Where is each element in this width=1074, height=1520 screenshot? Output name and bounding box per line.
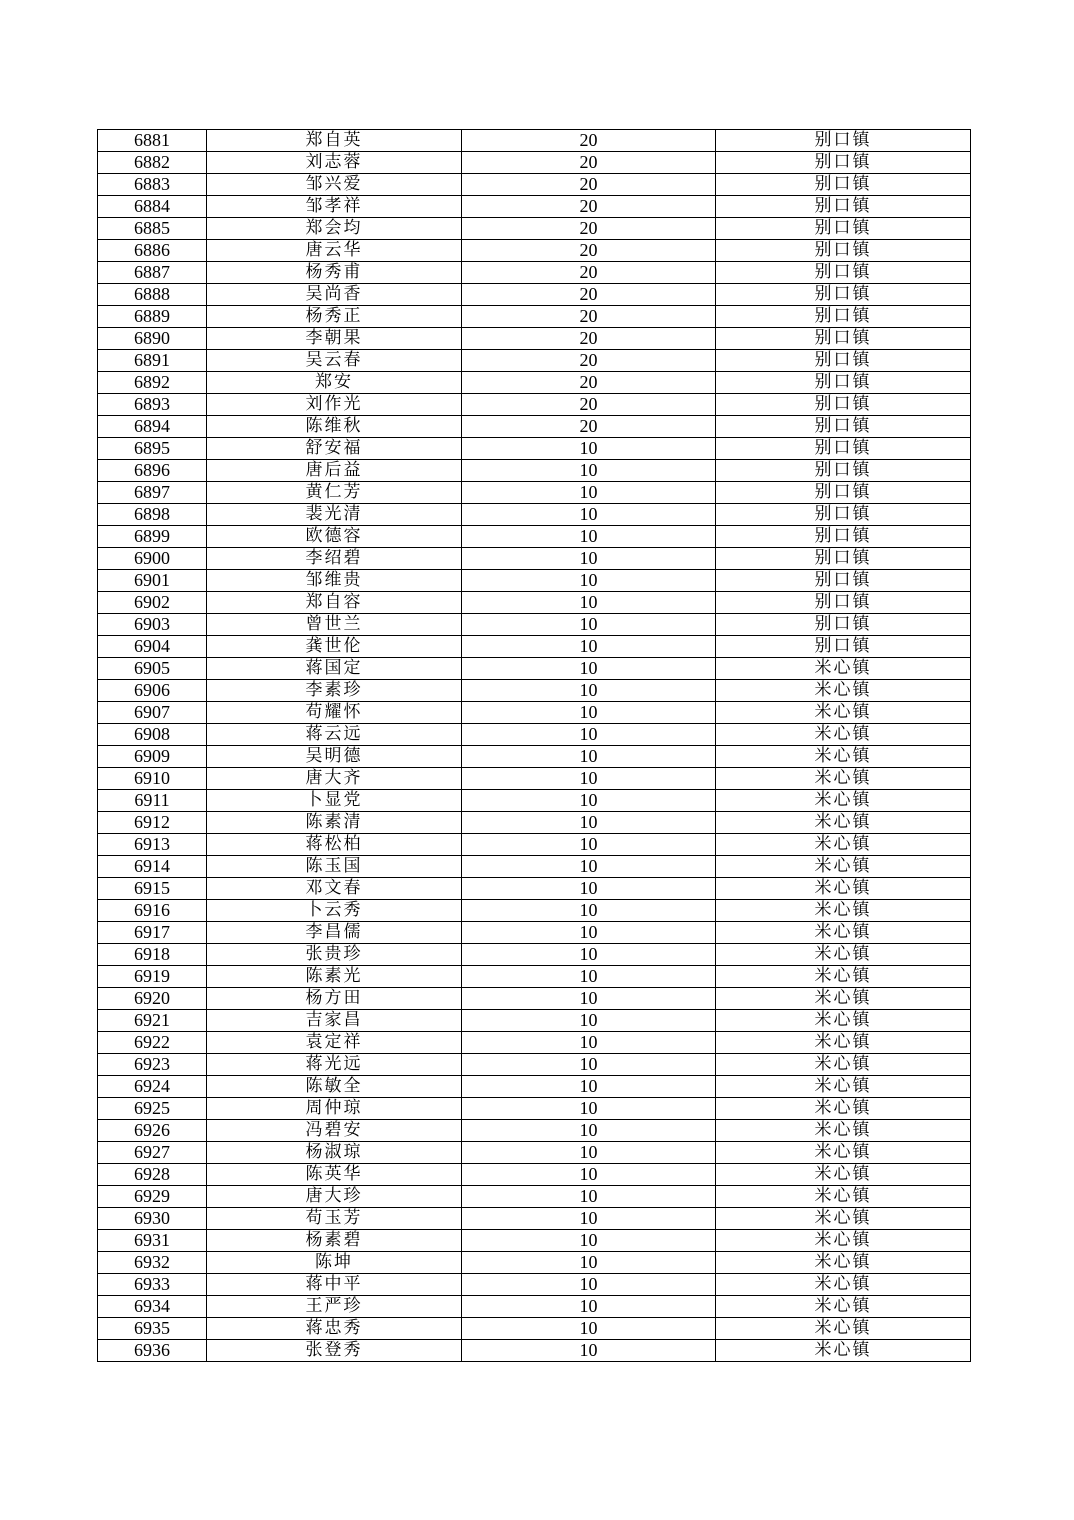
amount-cell: 10 (462, 570, 716, 592)
row-number-cell: 6884 (98, 196, 207, 218)
person-name-cell: 陈素光 (207, 966, 462, 988)
amount-cell: 10 (462, 526, 716, 548)
table-row (98, 262, 971, 284)
row-number-cell: 6926 (98, 1120, 207, 1142)
amount-cell: 10 (462, 856, 716, 878)
amount-cell: 10 (462, 768, 716, 790)
person-name-cell: 杨秀甫 (207, 262, 462, 284)
amount-cell: 20 (462, 240, 716, 262)
person-name-cell: 蒋国定 (207, 658, 462, 680)
town-cell: 米心镇 (716, 1274, 971, 1296)
person-name-cell: 郑会均 (207, 218, 462, 240)
amount-cell: 10 (462, 1076, 716, 1098)
row-number-cell: 6936 (98, 1340, 207, 1362)
row-number-cell: 6922 (98, 1032, 207, 1054)
amount-cell: 10 (462, 922, 716, 944)
town-cell: 米心镇 (716, 1054, 971, 1076)
town-cell: 别口镇 (716, 130, 971, 152)
person-name-cell: 吴云春 (207, 350, 462, 372)
person-name-cell: 苟玉芳 (207, 1208, 462, 1230)
amount-cell: 10 (462, 614, 716, 636)
row-number-cell: 6906 (98, 680, 207, 702)
table-row (98, 1032, 971, 1054)
town-cell: 别口镇 (716, 526, 971, 548)
table-row (98, 1252, 971, 1274)
table-row (98, 614, 971, 636)
table-row (98, 1142, 971, 1164)
amount-cell: 10 (462, 1208, 716, 1230)
person-name-cell: 杨淑琼 (207, 1142, 462, 1164)
person-name-cell: 李昌儒 (207, 922, 462, 944)
table-row (98, 768, 971, 790)
roster-table (97, 129, 971, 1362)
table-row (98, 746, 971, 768)
person-name-cell: 郑自英 (207, 130, 462, 152)
person-name-cell: 欧德容 (207, 526, 462, 548)
town-cell: 米心镇 (716, 812, 971, 834)
row-number-cell: 6917 (98, 922, 207, 944)
town-cell: 别口镇 (716, 636, 971, 658)
amount-cell: 20 (462, 174, 716, 196)
row-number-cell: 6935 (98, 1318, 207, 1340)
person-name-cell: 李绍碧 (207, 548, 462, 570)
town-cell: 别口镇 (716, 196, 971, 218)
amount-cell: 10 (462, 702, 716, 724)
amount-cell: 10 (462, 988, 716, 1010)
person-name-cell: 邓文春 (207, 878, 462, 900)
town-cell: 米心镇 (716, 1120, 971, 1142)
amount-cell: 10 (462, 680, 716, 702)
row-number-cell: 6897 (98, 482, 207, 504)
town-cell: 米心镇 (716, 1142, 971, 1164)
row-number-cell: 6886 (98, 240, 207, 262)
table-row (98, 1164, 971, 1186)
town-cell: 米心镇 (716, 1098, 971, 1120)
amount-cell: 10 (462, 438, 716, 460)
town-cell: 别口镇 (716, 328, 971, 350)
town-cell: 别口镇 (716, 372, 971, 394)
person-name-cell: 周仲琼 (207, 1098, 462, 1120)
table-row (98, 504, 971, 526)
person-name-cell: 邹兴爱 (207, 174, 462, 196)
amount-cell: 10 (462, 1032, 716, 1054)
amount-cell: 10 (462, 658, 716, 680)
amount-cell: 20 (462, 306, 716, 328)
table-row (98, 438, 971, 460)
person-name-cell: 邹维贵 (207, 570, 462, 592)
person-name-cell: 刘志蓉 (207, 152, 462, 174)
town-cell: 米心镇 (716, 1318, 971, 1340)
person-name-cell: 裴光清 (207, 504, 462, 526)
amount-cell: 20 (462, 196, 716, 218)
amount-cell: 10 (462, 944, 716, 966)
town-cell: 米心镇 (716, 988, 971, 1010)
amount-cell: 10 (462, 1054, 716, 1076)
amount-cell: 10 (462, 900, 716, 922)
row-number-cell: 6882 (98, 152, 207, 174)
town-cell: 米心镇 (716, 944, 971, 966)
row-number-cell: 6898 (98, 504, 207, 526)
person-name-cell: 蒋中平 (207, 1274, 462, 1296)
row-number-cell: 6916 (98, 900, 207, 922)
row-number-cell: 6895 (98, 438, 207, 460)
row-number-cell: 6902 (98, 592, 207, 614)
amount-cell: 10 (462, 1296, 716, 1318)
amount-cell: 10 (462, 1318, 716, 1340)
row-number-cell: 6925 (98, 1098, 207, 1120)
row-number-cell: 6910 (98, 768, 207, 790)
person-name-cell: 郑安 (207, 372, 462, 394)
row-number-cell: 6911 (98, 790, 207, 812)
row-number-cell: 6928 (98, 1164, 207, 1186)
row-number-cell: 6918 (98, 944, 207, 966)
table-row (98, 944, 971, 966)
row-number-cell: 6933 (98, 1274, 207, 1296)
town-cell: 别口镇 (716, 548, 971, 570)
person-name-cell: 黄仁芳 (207, 482, 462, 504)
roster-table-body (98, 130, 971, 1362)
amount-cell: 20 (462, 262, 716, 284)
person-name-cell: 陈素清 (207, 812, 462, 834)
table-row (98, 636, 971, 658)
amount-cell: 20 (462, 218, 716, 240)
row-number-cell: 6919 (98, 966, 207, 988)
row-number-cell: 6931 (98, 1230, 207, 1252)
row-number-cell: 6893 (98, 394, 207, 416)
person-name-cell: 陈英华 (207, 1164, 462, 1186)
person-name-cell: 陈维秋 (207, 416, 462, 438)
table-row (98, 724, 971, 746)
table-row (98, 1186, 971, 1208)
row-number-cell: 6907 (98, 702, 207, 724)
amount-cell: 20 (462, 328, 716, 350)
town-cell: 别口镇 (716, 416, 971, 438)
person-name-cell: 刘作光 (207, 394, 462, 416)
town-cell: 米心镇 (716, 1296, 971, 1318)
table-row (98, 1010, 971, 1032)
person-name-cell: 卜显党 (207, 790, 462, 812)
table-row (98, 592, 971, 614)
town-cell: 米心镇 (716, 856, 971, 878)
table-row (98, 966, 971, 988)
person-name-cell: 蒋松柏 (207, 834, 462, 856)
table-row (98, 130, 971, 152)
person-name-cell: 蒋忠秀 (207, 1318, 462, 1340)
table-row (98, 152, 971, 174)
town-cell: 米心镇 (716, 1010, 971, 1032)
table-row (98, 1318, 971, 1340)
table-row (98, 1208, 971, 1230)
amount-cell: 10 (462, 548, 716, 570)
table-row (98, 174, 971, 196)
town-cell: 别口镇 (716, 394, 971, 416)
person-name-cell: 唐大珍 (207, 1186, 462, 1208)
amount-cell: 20 (462, 372, 716, 394)
person-name-cell: 吉家昌 (207, 1010, 462, 1032)
town-cell: 米心镇 (716, 900, 971, 922)
table-row (98, 372, 971, 394)
amount-cell: 10 (462, 790, 716, 812)
town-cell: 米心镇 (716, 658, 971, 680)
table-row (98, 1054, 971, 1076)
row-number-cell: 6934 (98, 1296, 207, 1318)
town-cell: 米心镇 (716, 1186, 971, 1208)
person-name-cell: 蒋光远 (207, 1054, 462, 1076)
amount-cell: 10 (462, 966, 716, 988)
town-cell: 米心镇 (716, 1252, 971, 1274)
town-cell: 米心镇 (716, 1208, 971, 1230)
table-row (98, 306, 971, 328)
person-name-cell: 郑自容 (207, 592, 462, 614)
amount-cell: 10 (462, 592, 716, 614)
amount-cell: 10 (462, 724, 716, 746)
amount-cell: 10 (462, 1252, 716, 1274)
town-cell: 别口镇 (716, 152, 971, 174)
row-number-cell: 6896 (98, 460, 207, 482)
person-name-cell: 陈敏全 (207, 1076, 462, 1098)
row-number-cell: 6927 (98, 1142, 207, 1164)
town-cell: 别口镇 (716, 460, 971, 482)
town-cell: 别口镇 (716, 438, 971, 460)
amount-cell: 20 (462, 416, 716, 438)
row-number-cell: 6932 (98, 1252, 207, 1274)
table-row (98, 1076, 971, 1098)
town-cell: 别口镇 (716, 218, 971, 240)
amount-cell: 10 (462, 636, 716, 658)
table-row (98, 570, 971, 592)
person-name-cell: 卜云秀 (207, 900, 462, 922)
person-name-cell: 唐后益 (207, 460, 462, 482)
amount-cell: 10 (462, 504, 716, 526)
row-number-cell: 6905 (98, 658, 207, 680)
person-name-cell: 舒安福 (207, 438, 462, 460)
person-name-cell: 张贵珍 (207, 944, 462, 966)
amount-cell: 20 (462, 152, 716, 174)
row-number-cell: 6921 (98, 1010, 207, 1032)
table-row (98, 834, 971, 856)
person-name-cell: 蒋云远 (207, 724, 462, 746)
town-cell: 米心镇 (716, 1230, 971, 1252)
person-name-cell: 王严珍 (207, 1296, 462, 1318)
row-number-cell: 6924 (98, 1076, 207, 1098)
amount-cell: 10 (462, 878, 716, 900)
table-row (98, 878, 971, 900)
row-number-cell: 6881 (98, 130, 207, 152)
table-row (98, 856, 971, 878)
town-cell: 别口镇 (716, 284, 971, 306)
town-cell: 米心镇 (716, 966, 971, 988)
row-number-cell: 6891 (98, 350, 207, 372)
row-number-cell: 6912 (98, 812, 207, 834)
table-row (98, 240, 971, 262)
amount-cell: 10 (462, 1274, 716, 1296)
row-number-cell: 6901 (98, 570, 207, 592)
amount-cell: 10 (462, 1010, 716, 1032)
amount-cell: 10 (462, 812, 716, 834)
row-number-cell: 6904 (98, 636, 207, 658)
table-row (98, 812, 971, 834)
table-row (98, 1296, 971, 1318)
table-row (98, 1120, 971, 1142)
row-number-cell: 6888 (98, 284, 207, 306)
amount-cell: 10 (462, 1340, 716, 1362)
row-number-cell: 6894 (98, 416, 207, 438)
table-row (98, 1098, 971, 1120)
town-cell: 米心镇 (716, 724, 971, 746)
row-number-cell: 6920 (98, 988, 207, 1010)
town-cell: 米心镇 (716, 834, 971, 856)
town-cell: 别口镇 (716, 262, 971, 284)
row-number-cell: 6885 (98, 218, 207, 240)
row-number-cell: 6915 (98, 878, 207, 900)
amount-cell: 10 (462, 834, 716, 856)
row-number-cell: 6909 (98, 746, 207, 768)
table-row (98, 680, 971, 702)
person-name-cell: 冯碧安 (207, 1120, 462, 1142)
row-number-cell: 6908 (98, 724, 207, 746)
row-number-cell: 6914 (98, 856, 207, 878)
amount-cell: 10 (462, 1164, 716, 1186)
person-name-cell: 吴明德 (207, 746, 462, 768)
town-cell: 米心镇 (716, 746, 971, 768)
town-cell: 米心镇 (716, 1164, 971, 1186)
row-number-cell: 6913 (98, 834, 207, 856)
row-number-cell: 6889 (98, 306, 207, 328)
amount-cell: 10 (462, 1098, 716, 1120)
town-cell: 米心镇 (716, 702, 971, 724)
table-row (98, 416, 971, 438)
table-row (98, 350, 971, 372)
person-name-cell: 陈玉国 (207, 856, 462, 878)
person-name-cell: 张登秀 (207, 1340, 462, 1362)
table-row (98, 702, 971, 724)
row-number-cell: 6883 (98, 174, 207, 196)
person-name-cell: 李素珍 (207, 680, 462, 702)
row-number-cell: 6903 (98, 614, 207, 636)
town-cell: 别口镇 (716, 504, 971, 526)
town-cell: 别口镇 (716, 350, 971, 372)
amount-cell: 10 (462, 1230, 716, 1252)
person-name-cell: 唐云华 (207, 240, 462, 262)
amount-cell: 10 (462, 746, 716, 768)
table-row (98, 482, 971, 504)
row-number-cell: 6899 (98, 526, 207, 548)
table-row (98, 900, 971, 922)
person-name-cell: 苟耀怀 (207, 702, 462, 724)
town-cell: 别口镇 (716, 570, 971, 592)
amount-cell: 10 (462, 482, 716, 504)
table-row (98, 922, 971, 944)
table-row (98, 988, 971, 1010)
table-row (98, 658, 971, 680)
table-row (98, 196, 971, 218)
table-row (98, 328, 971, 350)
table-row (98, 1230, 971, 1252)
town-cell: 米心镇 (716, 768, 971, 790)
town-cell: 别口镇 (716, 592, 971, 614)
table-row (98, 790, 971, 812)
person-name-cell: 杨秀正 (207, 306, 462, 328)
person-name-cell: 唐大齐 (207, 768, 462, 790)
table-row (98, 394, 971, 416)
table-row (98, 218, 971, 240)
town-cell: 别口镇 (716, 174, 971, 196)
person-name-cell: 李朝果 (207, 328, 462, 350)
amount-cell: 20 (462, 350, 716, 372)
table-row (98, 526, 971, 548)
town-cell: 别口镇 (716, 614, 971, 636)
row-number-cell: 6887 (98, 262, 207, 284)
person-name-cell: 杨方田 (207, 988, 462, 1010)
row-number-cell: 6892 (98, 372, 207, 394)
row-number-cell: 6929 (98, 1186, 207, 1208)
town-cell: 米心镇 (716, 1032, 971, 1054)
person-name-cell: 龚世伦 (207, 636, 462, 658)
person-name-cell: 杨素碧 (207, 1230, 462, 1252)
town-cell: 米心镇 (716, 680, 971, 702)
amount-cell: 10 (462, 1142, 716, 1164)
town-cell: 别口镇 (716, 482, 971, 504)
row-number-cell: 6900 (98, 548, 207, 570)
amount-cell: 20 (462, 284, 716, 306)
amount-cell: 20 (462, 130, 716, 152)
town-cell: 米心镇 (716, 1076, 971, 1098)
person-name-cell: 袁定祥 (207, 1032, 462, 1054)
row-number-cell: 6890 (98, 328, 207, 350)
person-name-cell: 邹孝祥 (207, 196, 462, 218)
table-row (98, 284, 971, 306)
amount-cell: 10 (462, 1120, 716, 1142)
row-number-cell: 6923 (98, 1054, 207, 1076)
person-name-cell: 曾世兰 (207, 614, 462, 636)
town-cell: 米心镇 (716, 922, 971, 944)
table-row (98, 548, 971, 570)
row-number-cell: 6930 (98, 1208, 207, 1230)
town-cell: 米心镇 (716, 790, 971, 812)
table-row (98, 1340, 971, 1362)
amount-cell: 10 (462, 460, 716, 482)
town-cell: 别口镇 (716, 306, 971, 328)
person-name-cell: 吴尚香 (207, 284, 462, 306)
table-row (98, 460, 971, 482)
person-name-cell: 陈坤 (207, 1252, 462, 1274)
amount-cell: 10 (462, 1186, 716, 1208)
town-cell: 米心镇 (716, 878, 971, 900)
table-row (98, 1274, 971, 1296)
amount-cell: 20 (462, 394, 716, 416)
town-cell: 米心镇 (716, 1340, 971, 1362)
town-cell: 别口镇 (716, 240, 971, 262)
